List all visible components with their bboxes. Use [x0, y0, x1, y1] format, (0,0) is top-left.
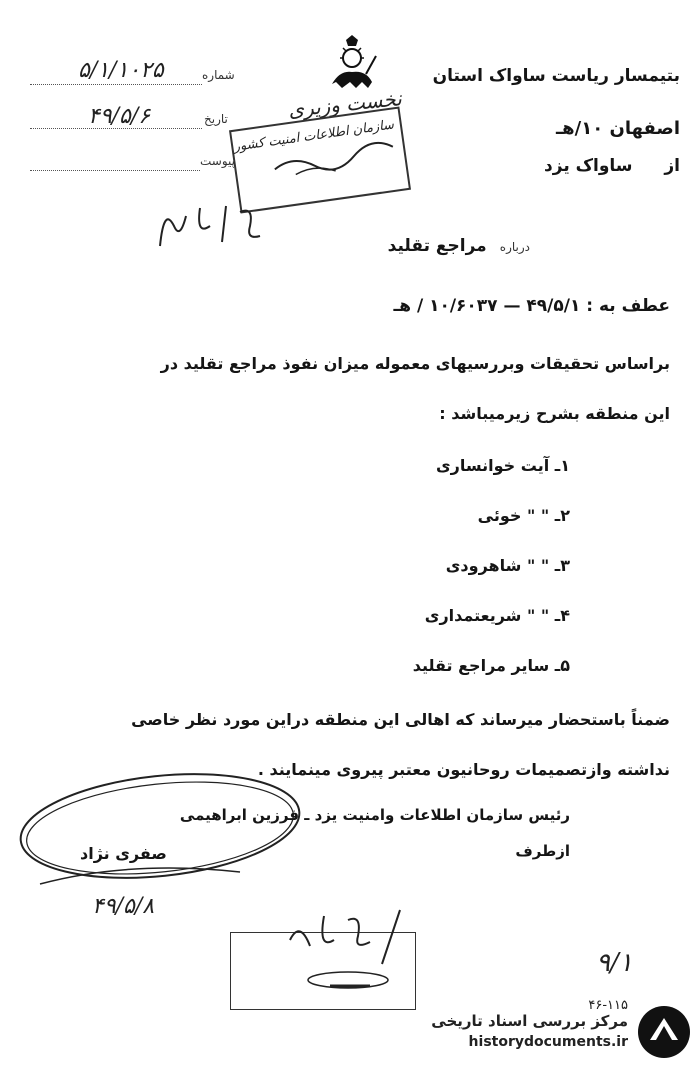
signature-from-label: ازطرف — [515, 842, 570, 860]
attachment-rule — [30, 170, 200, 171]
handwritten-note: نخست وزیری — [287, 86, 403, 122]
list-item: ۴ـ " " شریعتمداری — [424, 606, 570, 625]
archive-name: مرکز بررسی اسناد تاریخی — [431, 1012, 628, 1030]
stamp-text: سازمان اطلاعات امنیت کشور — [232, 117, 395, 155]
list-item: ۵ـ سایر مراجع تقلید — [412, 656, 570, 675]
archive-logo-icon — [636, 1004, 692, 1060]
initials-scribble-icon — [270, 900, 420, 1010]
sender-label: از — [664, 156, 680, 176]
archive-url: historydocuments.ir — [468, 1034, 628, 1050]
number-label: شماره — [202, 68, 235, 82]
doc-code: ۴۶-۱۱۵ — [588, 998, 628, 1013]
subject-label: درباره — [499, 240, 530, 254]
sign-date: ۴۹/۵/۸ — [92, 894, 155, 919]
subject-row — [388, 236, 530, 256]
sender-name: ساواک یزد — [544, 156, 633, 176]
list-item: ۱ـ آیت خوانساری — [435, 456, 570, 475]
date-label: تاریخ — [204, 112, 228, 126]
number-rule — [30, 84, 202, 85]
lion-sun-emblem-icon — [322, 34, 382, 94]
signer-name: صفری نژاد — [80, 844, 167, 863]
reference-line: عطف به : ۴۹/۵/۱ — ۱۰/۶۰۳۷ / هـ — [393, 296, 670, 316]
intro-line-1: براساس تحقیقات وبررسیهای معموله میزان نفوذ مراجع تقلید در — [160, 354, 670, 373]
page-mark: ۹/۱ — [596, 948, 633, 978]
list-item: ۳ـ " " شاهرودی — [445, 556, 570, 575]
addressee-line-1: بتیمسار ریاست ساواک استان — [432, 66, 680, 86]
subject-value: مراجع تقلید — [387, 236, 487, 256]
sender-line — [544, 156, 680, 176]
archive-watermark — [420, 998, 700, 1065]
intro-line-2: این منطقه بشرح زیرمیباشد : — [439, 404, 670, 423]
signature-line-1: رئیس سازمان اطلاعات وامنیت یزد ـ فرزین ابراهیمی — [179, 806, 570, 824]
list-item: ۲ـ " " خوئی — [477, 506, 570, 525]
date-value: ۴۹/۵/۶ — [88, 104, 151, 129]
note-line-2: نداشته وازتصمیمات روحانیون معتبر پیروی مینمایند . — [257, 760, 670, 779]
number-value: ۵/۱/۱۰۲۵ — [78, 58, 164, 83]
addressee-line-2: اصفهان ۱۰/هـ — [556, 118, 680, 139]
attachment-label: پیوست — [200, 154, 235, 168]
note-line-1: ضمناً باستحضار میرساند که اهالی این منطقه دراین مورد نظر خاصی — [131, 710, 670, 729]
margin-scribble-icon — [150, 196, 270, 256]
signature-oval-stamp-icon — [10, 764, 320, 894]
